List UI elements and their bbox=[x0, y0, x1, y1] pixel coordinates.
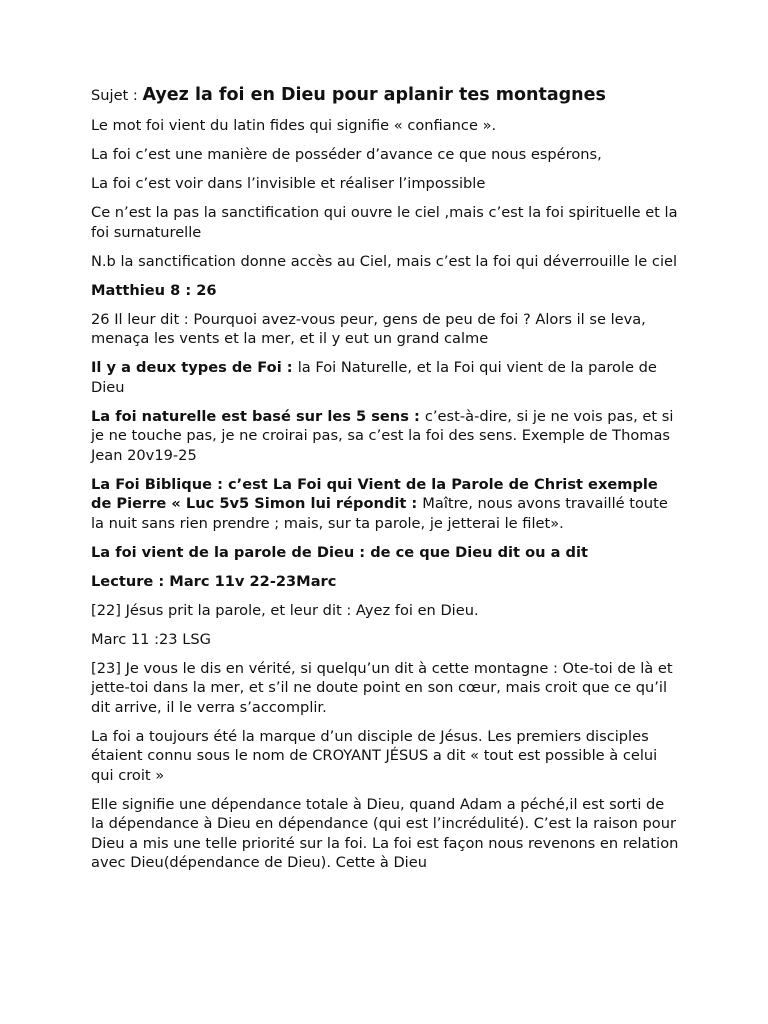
paragraph-fides: Le mot foi vient du latin fides qui signifie « confiance ». bbox=[91, 117, 497, 134]
paragraph-disciples: La foi a toujours été la marque d’un disciple de Jésus. Les premiers disciples étaient connu sous le nom de CROYANT JÉSUS a dit « tout est possible à celui qui croit » bbox=[91, 727, 658, 784]
paragraph-dependance: Elle signifie une dépendance totale à Dieu, quand Adam a péché,il est sorti de la dépendance à Dieu en dépendance (qui est l’incrédulité). C’est la raison pour Dieu a mis une telle priorité sur la foi. La foi est façon nous revenons en relation avec Dieu(dépendance de Dieu). Cette à Dieu bbox=[91, 795, 679, 871]
paragraph-foi-biblique bbox=[91, 475, 681, 534]
deux-types-text: la Foi Naturelle, et la Foi qui vient de la parole de Dieu bbox=[91, 359, 657, 396]
document-page bbox=[91, 84, 681, 882]
paragraph-marc-ref: Marc 11 :23 LSG bbox=[91, 630, 211, 648]
paragraph-verse-26: 26 Il leur dit : Pourquoi avez-vous peur, gens de peu de foi ? Alors il se leva, menaça les vents et la mer, et il y eut un grand calme bbox=[91, 310, 646, 347]
heading-lecture: Lecture : Marc 11v 22-23Marc bbox=[91, 572, 337, 590]
paragraph-verse-23: [23] Je vous le dis en vérité, si quelqu’un dit à cette montagne : Ote-toi de là et jette-toi dans la mer, et s’il ne doute point en son cœur, mais croit que ce qu’il dit arrive, il le verra s’accomplir. bbox=[91, 659, 673, 716]
foi-biblique-text: Maître, nous avons travaillé toute la nuit sans rien prendre ; mais, sur ta parole, je jetterai le filet». bbox=[91, 495, 668, 532]
document-title: Ayez la foi en Dieu pour aplanir tes montagnes bbox=[142, 85, 606, 105]
paragraph-invisible: La foi c’est voir dans l’invisible et réaliser l’impossible bbox=[91, 175, 486, 192]
deux-types-label: Il y a deux types de Foi : bbox=[91, 359, 298, 376]
foi-naturelle-label: La foi naturelle est basé sur les 5 sens : bbox=[91, 407, 425, 425]
paragraph-nb: N.b la sanctification donne accès au Ciel, mais c’est la foi qui déverrouille le ciel bbox=[91, 252, 678, 270]
paragraph-foi-naturelle bbox=[91, 407, 681, 466]
foi-biblique-label: La Foi Biblique : c’est La Foi qui Vient de la Parole de Christ exemple de Pierre « Luc 5v5 Simon lui répondit : bbox=[91, 475, 658, 512]
paragraph-sanctification: Ce n’est la pas la sanctification qui ouvre le ciel ,mais c’est la foi spirituelle et la foi surnaturelle bbox=[91, 204, 678, 241]
paragraph-posseder: La foi c’est une manière de posséder d’avance ce que nous espérons, bbox=[91, 146, 602, 163]
paragraph-verse-22: [22] Jésus prit la parole, et leur dit : Ayez foi en Dieu. bbox=[91, 601, 479, 619]
heading-matthieu: Matthieu 8 : 26 bbox=[91, 281, 217, 299]
paragraph-deux-types bbox=[91, 358, 681, 397]
heading-foi-vient: La foi vient de la parole de Dieu : de ce que Dieu dit ou a dit bbox=[91, 543, 588, 561]
document-title-line bbox=[91, 84, 681, 107]
subject-label: Sujet : bbox=[91, 87, 143, 104]
foi-naturelle-text: c’est-à-dire, si je ne vois pas, et si je ne touche pas, je ne croirai pas, sa c’est la foi des sens. Exemple de Thomas Jean 20v19-25 bbox=[91, 407, 674, 464]
